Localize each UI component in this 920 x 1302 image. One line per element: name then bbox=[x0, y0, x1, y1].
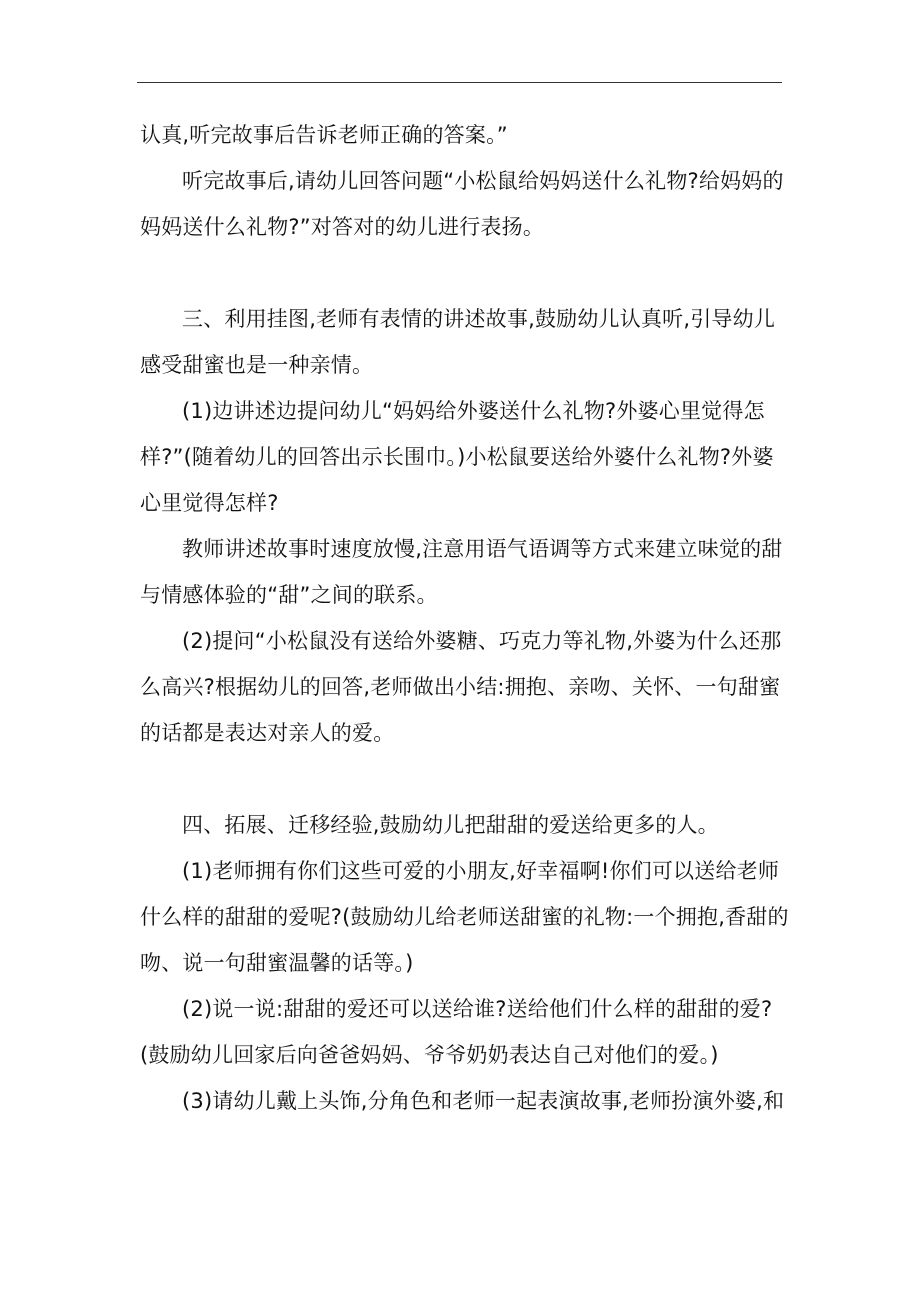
paragraph-teacher-note: 教师讲述故事时速度放慢,注意用语气语调等方式来建立味觉的甜与情感体验的“甜”之间的联系。 bbox=[140, 537, 783, 607]
paragraph-extend-3: (3)请幼儿戴上头饰,分角色和老师一起表演故事,老师扮演外婆,和 bbox=[182, 1089, 785, 1113]
paragraph-step-2: (2)提问“小松鼠没有送给外婆糖、巧克力等礼物,外婆为什么还那么高兴?根据幼儿的回答,老师做出小结:拥抱、亲吻、关怀、一句甜蜜的话都是表达对亲人的爱。 bbox=[140, 629, 782, 745]
paragraph-gap bbox=[140, 250, 790, 296]
paragraph-step-1: (1)边讲述边提问幼儿“妈妈给外婆送什么礼物?外婆心里觉得怎样?”(随着幼儿的回答出示长围巾。)小松鼠要送给外婆什么礼物?外婆心里觉得怎样? bbox=[140, 399, 774, 515]
paragraph-question: 听完故事后,请幼儿回答问题“小松鼠给妈妈送什么礼物?给妈妈的妈妈送什么礼物?”对答对的幼儿进行表扬。 bbox=[140, 169, 784, 239]
paragraph-extend-1: (1)老师拥有你们这些可爱的小朋友,好幸福啊!你们可以送给老师什么样的甜甜的爱呢?(鼓励幼儿给老师送甜蜜的礼物:一个拥抱,香甜的吻、说一句甜蜜温馨的话等。) bbox=[140, 859, 789, 975]
section-heading-four: 四、拓展、迁移经验,鼓励幼儿把甜甜的爱送给更多的人。 bbox=[182, 813, 719, 837]
paragraph-extend-2: (2)说一说:甜甜的爱还可以送给谁?送给他们什么样的甜甜的爱?(鼓励幼儿回家后向爸爸妈妈、爷爷奶奶表达自己对他们的爱。) bbox=[140, 997, 773, 1067]
paragraph-continuation: 认真,听完故事后告诉老师正确的答案。” bbox=[140, 123, 508, 147]
paragraph-gap bbox=[140, 756, 790, 802]
section-heading-three: 三、利用挂图,老师有表情的讲述故事,鼓励幼儿认真听,引导幼儿感受甜蜜也是一种亲情。 bbox=[140, 307, 776, 377]
document-body bbox=[140, 112, 790, 1124]
header-rule bbox=[137, 82, 782, 83]
